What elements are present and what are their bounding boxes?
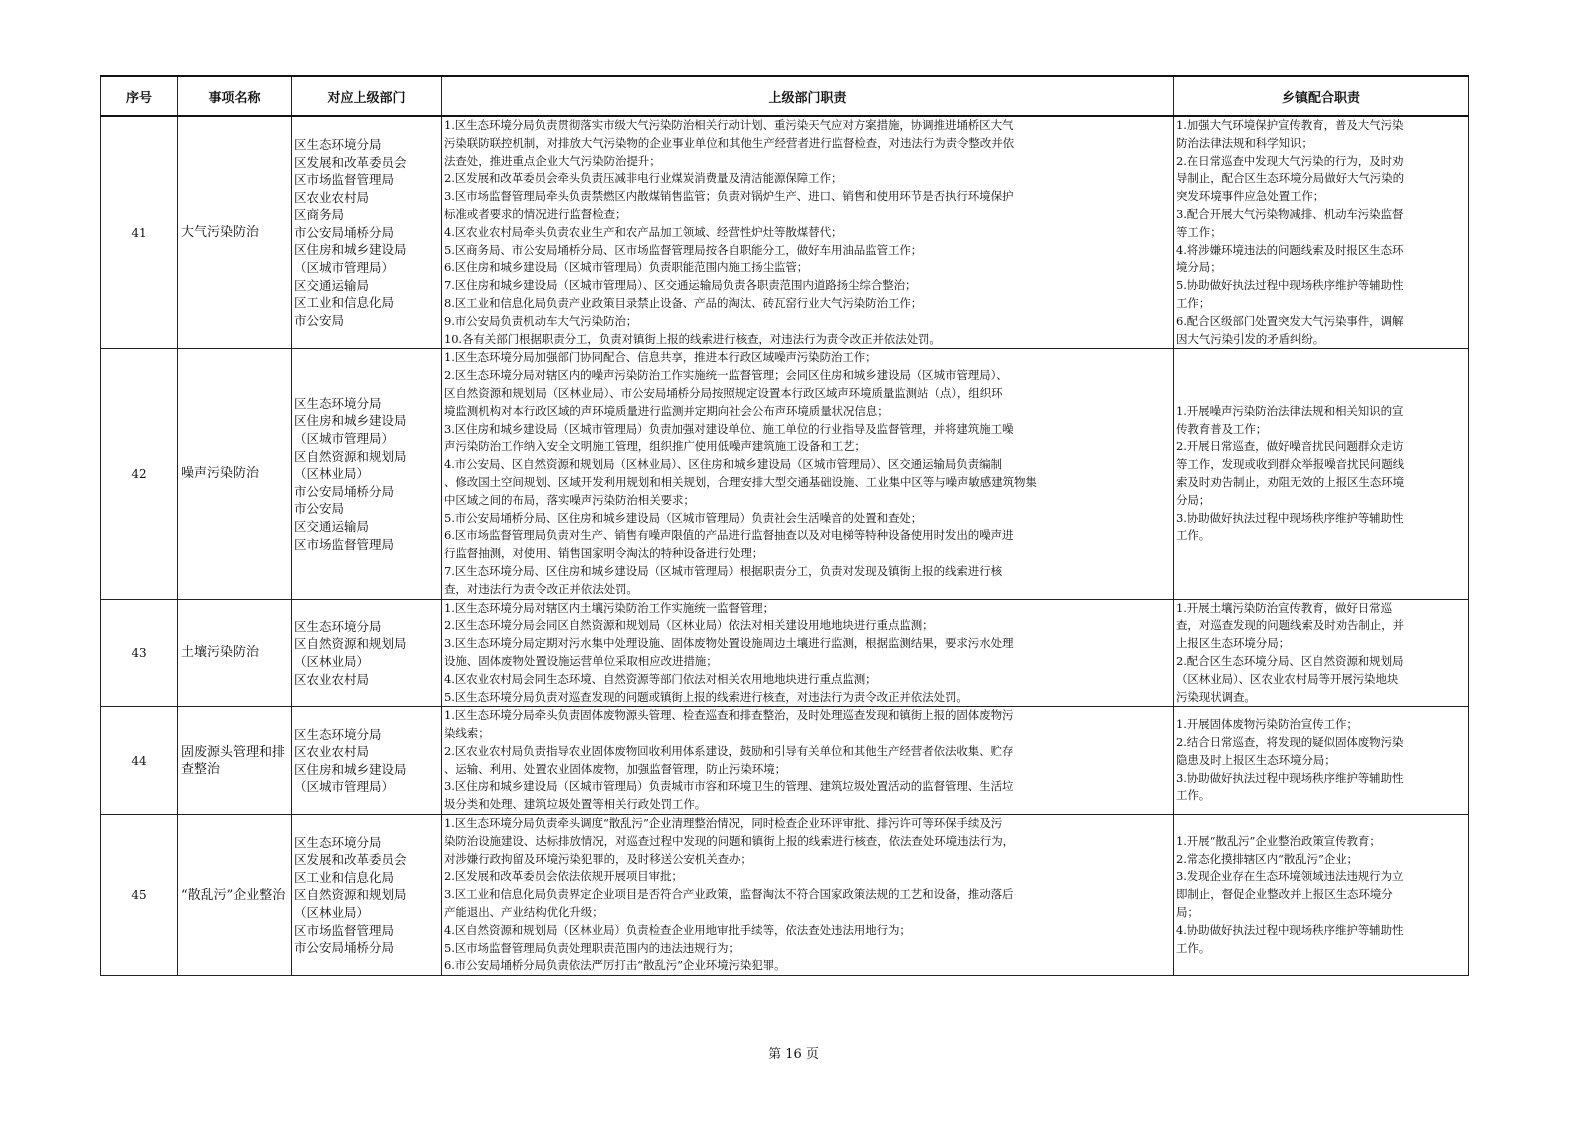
row-number: 45	[101, 815, 178, 976]
table-row	[101, 349, 1469, 599]
item-name: 噪声污染防治	[178, 349, 292, 599]
row-number: 43	[101, 599, 178, 707]
town-duties: 1.开展“散乱污”企业整治政策宣传教育； 2.常态化摸排辖区内“散乱污”企业； 3.发现企业存在生态环境领域违法违规行为立 即制止，督促企业整改并上报区生态环境分 局； 4.协助做好执法过程中现场秩序维护等辅助性 工作。	[1174, 815, 1469, 976]
departments: 区生态环境分局 区发展和改革委员会 区市场监督管理局 区农业农村局 区商务局 市公安局埇桥分局 区住房和城乡建设局 （区城市管理局） 区交通运输局 区工业和信息化局 市公安局	[292, 116, 442, 349]
departments: 区生态环境分局 区住房和城乡建设局 （区城市管理局） 区自然资源和规划局 （区林业局） 市公安局埇桥分局 市公安局 区交通运输局 区市场监督管理局	[292, 349, 442, 599]
superior-duties: 1.区生态环境分局对辖区内土壤污染防治工作实施统一监督管理； 2.区生态环境分局会同区自然资源和规划局（区林业局）依法对相关建设用地地块进行重点监测； 3.区生态环境分局定期对污水集中处理设施、固体废物处置设施周边土壤进行监测，根据监测结果，要求污水处理 设施、固体废物处置设施运营单位采取相应改进措施； 4.区农业农村局会同生态环境、自然资源等部门依法对相关农用地地块进行重点监测； 5.区生态环境分局负责对巡查发现的问题或镇街上报的线索进行核查，对违法行为责令改正并依法处罚。	[442, 599, 1174, 707]
page-number: 第 16 页	[768, 1047, 819, 1062]
town-duties: 1.开展土壤污染防治宣传教育，做好日常巡 查，对巡查发现的问题线索及时劝告制止，并 上报区生态环境分局； 2.配合区生态环境分局、区自然资源和规划局 （区林业局）、区农业农村局等开展污染地块 污染现状调查。	[1174, 599, 1469, 707]
header-dept: 对应上级部门	[292, 76, 442, 116]
item-name: “散乱污”企业整治	[178, 815, 292, 976]
table-row	[101, 707, 1469, 815]
header-duty: 上级部门职责	[442, 76, 1174, 116]
item-name: 土壤污染防治	[178, 599, 292, 707]
departments: 区生态环境分局 区农业农村局 区住房和城乡建设局 （区城市管理局）	[292, 707, 442, 815]
town-duties: 1.开展固体废物污染防治宣传工作； 2.结合日常巡查，将发现的疑似固体废物污染 隐患及时上报区生态环境分局； 3.协助做好执法过程中现场秩序维护等辅助性 工作。	[1174, 707, 1469, 815]
row-number: 44	[101, 707, 178, 815]
superior-duties: 1.区生态环境分局负责贯彻落实市级大气污染防治相关行动计划、重污染天气应对方案措施，协调推进埇桥区大气 污染联防联控机制，对排放大气污染物的企业事业单位和其他生产经营者进行监督检查，对违法行为责令整改并依 法查处，推进重点企业大气污染防治提升； 2.区发展和改革委员会牵头负责压减非电行业煤炭消费量及清洁能源保障工作； 3.区市场监督管理局牵头负责禁燃区内散煤销售监管；负责对锅炉生产、进口、销售和使用环节是否执行环境保护 标准或者要求的情况进行监督检查； 4.区农业农村局牵头负责农业生产和农产品加工领域、经营性炉灶等散煤替代； 5.区商务局、市公安局埇桥分局、区市场监督管理局按各自职能分工，做好车用油品监管工作； 6.区住房和城乡建设局（区城市管理局）负责职能范围内施工扬尘监管； 7.区住房和城乡建设局（区城市管理局）、区交通运输局负责各职责范围内道路扬尘综合整治； 8.区工业和信息化局负责产业政策目录禁止设备、产品的淘汰、砖瓦窑行业大气污染防治工作； 9.市公安局负责机动车大气污染防治； 10.各有关部门根据职责分工，负责对镇街上报的线索进行核查，对违法行为责令改正并依法处罚。	[442, 116, 1174, 349]
table-row	[101, 815, 1469, 976]
superior-duties: 1.区生态环境分局牵头负责固体废物源头管理、检查巡查和排查整治，及时处理巡查发现和镇街上报的固体废物污 染线索； 2.区农业农村局负责指导农业固体废物回收利用体系建设，鼓励和引导有关单位和其他生产经营者依法收集、贮存 、运输、利用、处置农业固体废物，加强监督管理，防止污染环境； 3.区住房和城乡建设局（区城市管理局）负责城市市容和环境卫生的管理、建筑垃圾处置活动的监督管理、生活垃 圾分类和处理、建筑垃圾处置等相关行政处罚工作。	[442, 707, 1174, 815]
table-row	[101, 599, 1469, 707]
town-duties: 1.加强大气环境保护宣传教育，普及大气污染 防治法律法规和科学知识； 2.在日常巡查中发现大气污染的行为，及时劝 导制止，配合区生态环境分局做好大气污染的 突发环境事件应急处置工作； 3.配合开展大气污染物减排、机动车污染监督 等工作； 4.将涉嫌环境违法的问题线索及时报区生态环 境分局； 5.协助做好执法过程中现场秩序维护等辅助性 工作； 6.配合区级部门处置突发大气污染事件，调解 因大气污染引发的矛盾纠纷。	[1174, 116, 1469, 349]
header-name: 事项名称	[178, 76, 292, 116]
superior-duties: 1.区生态环境分局加强部门协同配合、信息共享，推进本行政区域噪声污染防治工作； 2.区生态环境分局对辖区内的噪声污染防治工作实施统一监督管理；会同区住房和城乡建设局（区城市管理局）、 区自然资源和规划局（区林业局）、市公安局埇桥分局按照规定设置本行政区域声环境质量监测站（点），组织环 境监测机构对本行政区域的声环境质量进行监测并定期向社会公布声环境质量状况信息； 3.区住房和城乡建设局（区城市管理局）负责加强对建设单位、施工单位的行业指导及监督管理，并将建筑施工噪 声污染防治工作纳入安全文明施工管理，组织推广使用低噪声建筑施工设备和工艺； 4.市公安局、区自然资源和规划局（区林业局）、区住房和城乡建设局（区城市管理局）、区交通运输局负责编制 、修改国土空间规划、区域开发利用规划和相关规划，合理安排大型交通基础设施、工业集中区等与噪声敏感建筑物集 中区域之间的布局，落实噪声污染防治相关要求； 5.市公安局埇桥分局、区住房和城乡建设局（区城市管理局）负责社会生活噪音的处置和查处； 6.区市场监督管理局负责对生产、销售有噪声限值的产品进行监督抽查以及对电梯等特种设备使用时发出的噪声进 行监督抽测，对使用、销售国家明令淘汰的特种设备进行处理； 7.区生态环境分局、区住房和城乡建设局（区城市管理局）根据职责分工，负责对发现及镇街上报的线索进行核 查，对违法行为责令改正并依法处罚。	[442, 349, 1174, 599]
item-name: 固废源头管理和排查整治	[178, 707, 292, 815]
item-name: 大气污染防治	[178, 116, 292, 349]
duty-table	[100, 75, 1469, 976]
header-no: 序号	[101, 76, 178, 116]
town-duties: 1.开展噪声污染防治法律法规和相关知识的宣 传教育普及工作； 2.开展日常巡查，做好噪音扰民问题群众走访 等工作，发现或收到群众举报噪音扰民问题线 索及时劝告制止，劝阻无效的上报区生态环境 分局； 3.协助做好执法过程中现场秩序维护等辅助性 工作。	[1174, 349, 1469, 599]
superior-duties: 1.区生态环境分局负责牵头调度“散乱污”企业清理整治情况，同时检查企业环评审批、排污许可等环保手续及污 染防治设施建设、达标排放情况，对巡查过程中发现的问题和镇街上报的线索进行核查，依法查处环境违法行为， 对涉嫌行政拘留及环境污染犯罪的，及时移送公安机关查办； 2.区发展和改革委员会依法依规开展项目审批； 3.区工业和信息化局负责界定企业项目是否符合产业政策，监督淘汰不符合国家政策法规的工艺和设备，推动落后 产能退出、产业结构优化升级； 4.区自然资源和规划局（区林业局）负责检查企业用地审批手续等，依法查处违法用地行为； 5.区市场监督管理局负责处理职责范围内的违法违规行为； 6.市公安局埇桥分局负责依法严厉打击“散乱污”企业环境污染犯罪。	[442, 815, 1174, 976]
header-town: 乡镇配合职责	[1174, 76, 1469, 116]
row-number: 41	[101, 116, 178, 349]
departments: 区生态环境分局 区发展和改革委员会 区工业和信息化局 区自然资源和规划局 （区林业局） 区市场监督管理局 市公安局埇桥分局	[292, 815, 442, 976]
table-header-row	[101, 76, 1469, 116]
departments: 区生态环境分局 区自然资源和规划局 （区林业局） 区农业农村局	[292, 599, 442, 707]
row-number: 42	[101, 349, 178, 599]
table-row	[101, 116, 1469, 349]
